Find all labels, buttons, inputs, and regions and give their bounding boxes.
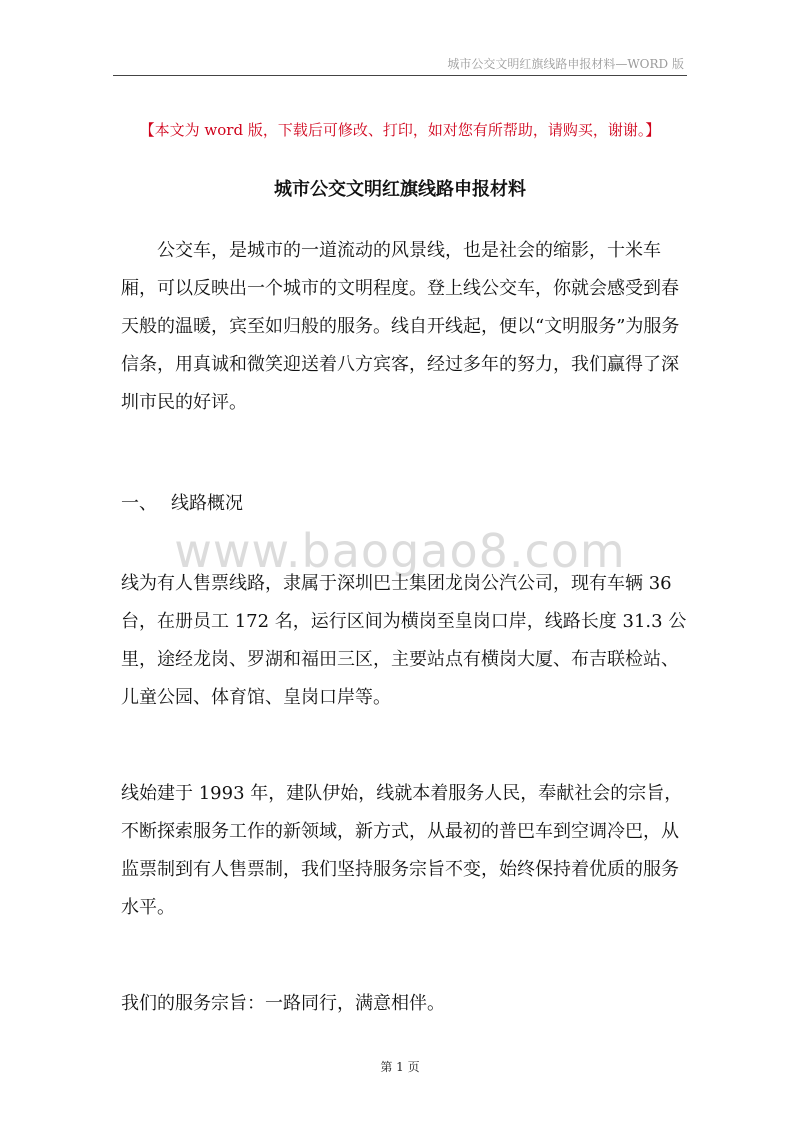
document-title: 城市公交文明红旗线路申报材料: [274, 179, 526, 200]
section-heading-number: 一、: [121, 493, 157, 514]
intro-paragraph: 公交车，是城市的一道流动的风景线，也是社会的缩影，十米车厢，可以反映出一个城市的文明程度。登上线公交车，你就会感受到春天般的温暖，宾至如归般的服务。线自开线起，便以“文明服务”为服务信条，用真诚和微笑迎送着八方宾客，经过多年的努力，我们赢得了深圳市民的好评。: [121, 240, 680, 413]
history-paragraph: 线始建于 1993 年，建队伊始，线就本着服务人民，奉献社会的宗旨，不断探索服务工作的新领域，新方式，从最初的普巴车到空调冷巴，从监票制到有人售票制，我们坚持服务宗旨不变，始终保持着优质的服务水平。: [121, 783, 683, 918]
section-heading: [121, 485, 691, 523]
running-header: 城市公交文明红旗线路申报材料—WORD 版: [447, 57, 684, 71]
service-motto-paragraph: 我们的服务宗旨：一路同行，满意相伴。: [121, 993, 445, 1014]
route-overview-paragraph: 线为有人售票线路，隶属于深圳巴士集团龙岗公汽公司，现有车辆 36 台，在册员工 172 名，运行区间为横岗至皇岗口岸，线路长度 31.3 公里，途经龙岗、罗湖和福田三区，主要站点有横岗大厦、布吉联检站、儿童公园、体育馆、皇岗口岸等。: [121, 573, 687, 708]
header-divider: [113, 75, 687, 76]
download-notice: 【本文为 word 版，下载后可修改、打印，如对您有所帮助，请购买，谢谢。】: [139, 121, 661, 139]
watermark: www.baogao8.com: [174, 524, 626, 578]
page-number: 第 1 页: [380, 1060, 420, 1074]
section-heading-text: 线路概况: [171, 493, 243, 514]
